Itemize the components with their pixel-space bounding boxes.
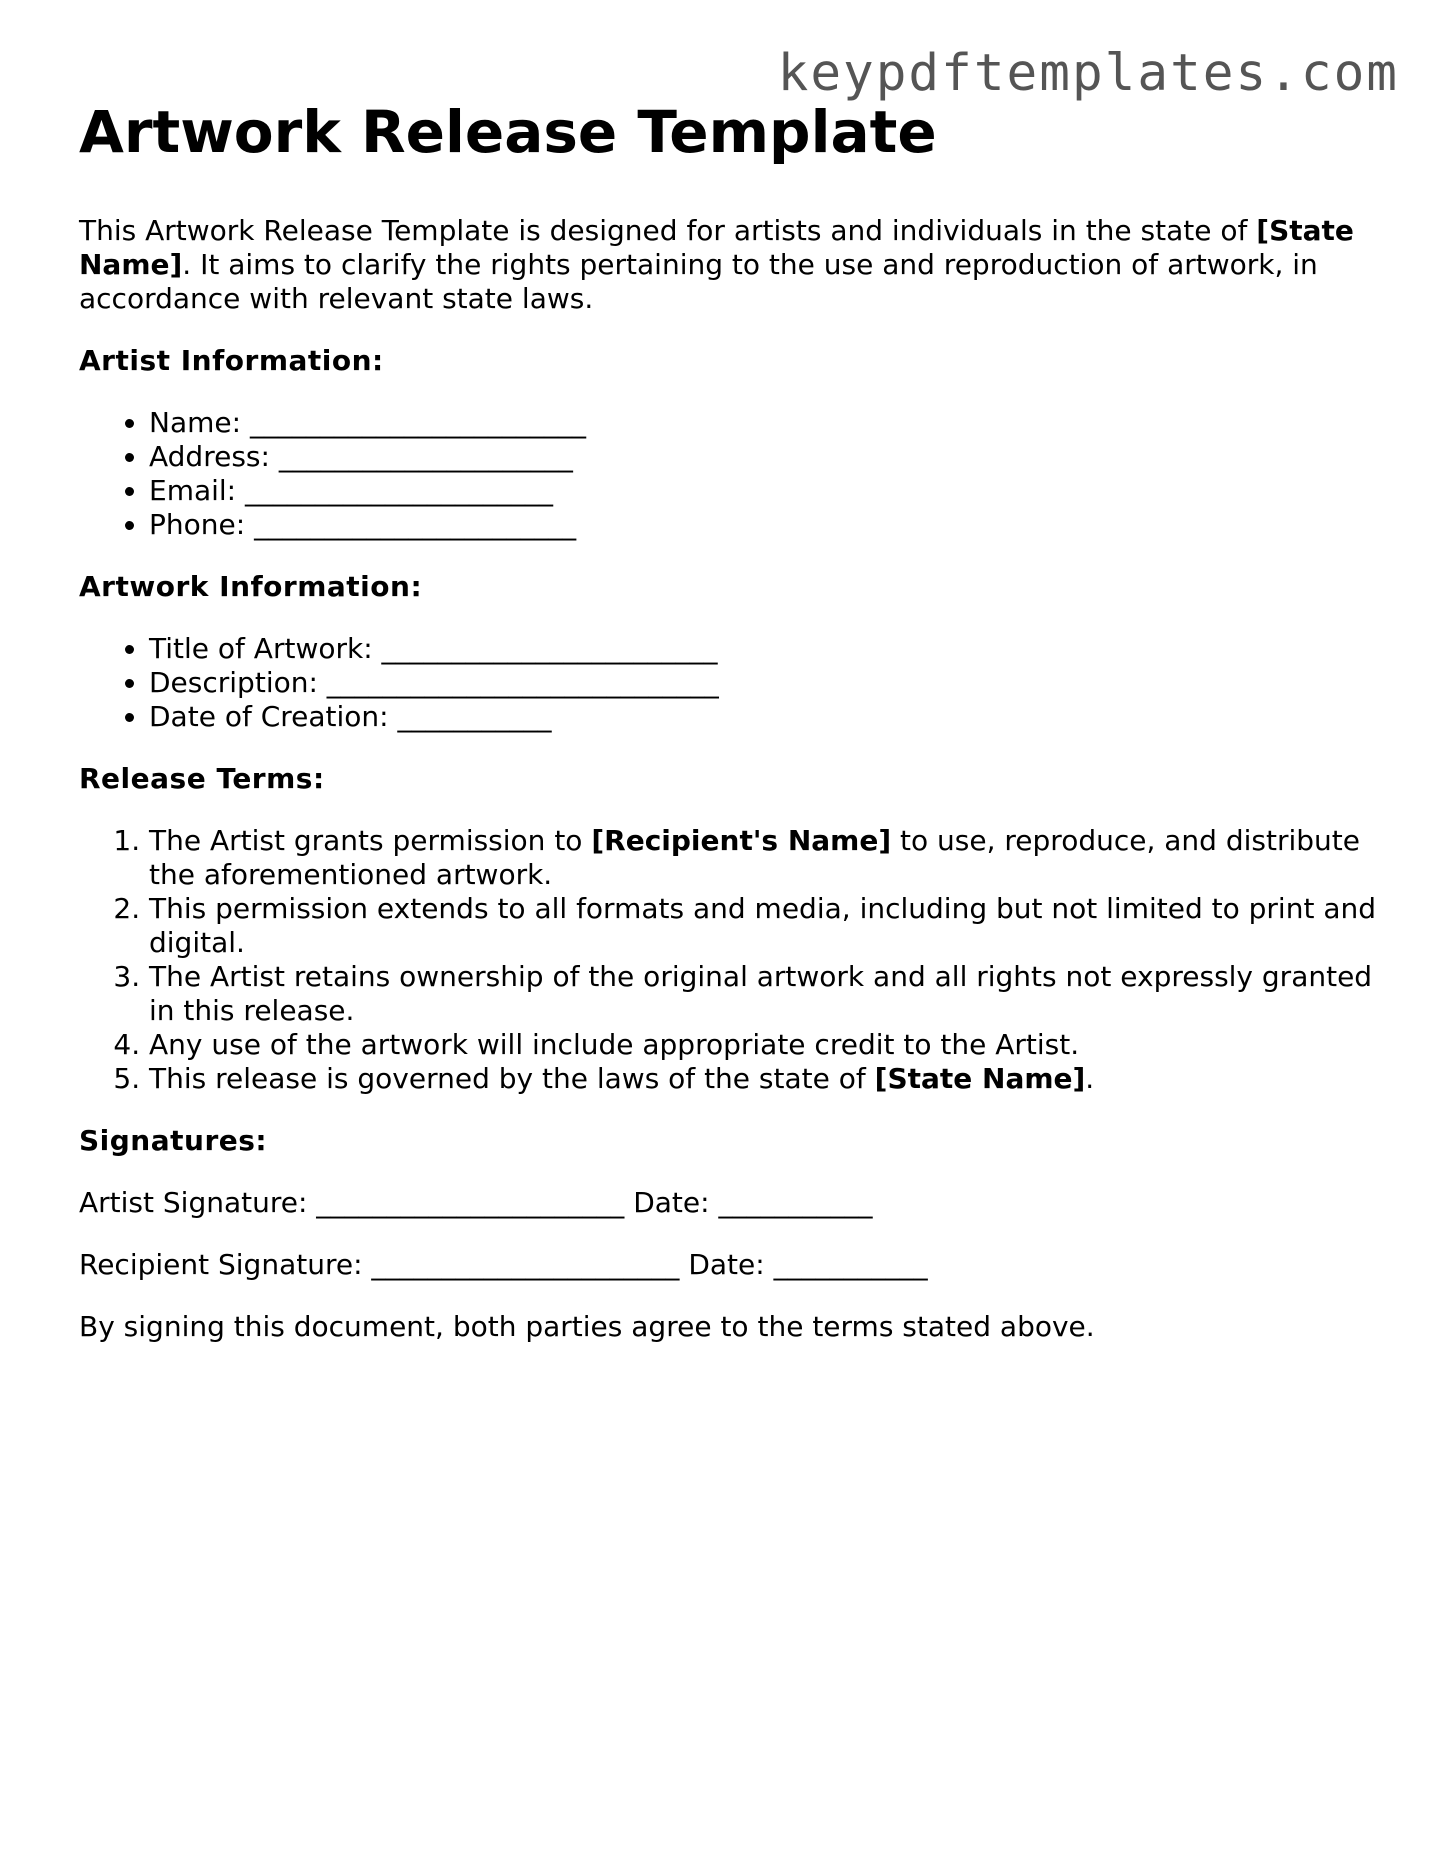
term5-state-placeholder: [State Name]	[874, 1062, 1086, 1095]
watermark: keypdftemplates.com	[777, 44, 1399, 103]
signatures-heading: Signatures:	[79, 1124, 268, 1157]
release-term-2: 2. This permission extends to all formats and media, including but not limited to print and digital.	[149, 892, 1379, 960]
intro-state-placeholder: [State Name]	[79, 214, 1354, 281]
artist-address-field: • Address: _____________________	[149, 440, 1379, 474]
release-terms-list	[79, 824, 1379, 1096]
term5-text-2: .	[1085, 1062, 1095, 1095]
recipient-signature-line: Recipient Signature: ______________________ Date: ___________	[79, 1248, 928, 1281]
release-term-5	[149, 1062, 1379, 1096]
artist-email-field: • Email: ______________________	[149, 474, 1379, 508]
artist-info-list	[79, 406, 1379, 542]
artwork-info-list	[79, 632, 1379, 734]
artist-phone-field: • Phone: _______________________	[149, 508, 1379, 542]
artist-signature-line: Artist Signature: ______________________ Date: ___________	[79, 1186, 873, 1219]
release-term-3: 3. The Artist retains ownership of the original artwork and all rights not expressly granted in this release.	[149, 960, 1379, 1028]
artwork-date-field: • Date of Creation: ___________	[149, 700, 1379, 734]
release-terms-heading: Release Terms:	[79, 762, 325, 795]
artist-info-heading: Artist Information:	[79, 344, 384, 377]
term1-text-1: The Artist grants permission to	[149, 824, 592, 857]
document-page	[79, 96, 1379, 1344]
term5-text-1: This release is governed by the laws of the state of	[149, 1062, 875, 1095]
intro-text-2: . It aims to clarify the rights pertaining to the use and reproduction of artwork, in accordance with relevant state laws.	[79, 248, 1318, 315]
artwork-info-heading: Artwork Information:	[79, 570, 423, 603]
intro-text-1: This Artwork Release Template is designed for artists and individuals in the state of	[79, 214, 1257, 247]
artwork-description-field: • Description: ____________________________	[149, 666, 1379, 700]
term1-text-2: to use, reproduce, and distribute the aforementioned artwork.	[149, 824, 1360, 891]
artist-name-field: • Name: ________________________	[149, 406, 1379, 440]
release-term-4: 4. Any use of the artwork will include appropriate credit to the Artist.	[149, 1028, 1379, 1062]
recipient-name-placeholder: [Recipient's Name]	[591, 824, 892, 857]
release-term-1	[149, 824, 1379, 892]
closing-statement: By signing this document, both parties agree to the terms stated above.	[79, 1310, 1095, 1343]
intro-paragraph	[79, 214, 1379, 316]
page-title: Artwork Release Template	[79, 98, 937, 166]
artwork-title-field: • Title of Artwork: ________________________	[149, 632, 1379, 666]
